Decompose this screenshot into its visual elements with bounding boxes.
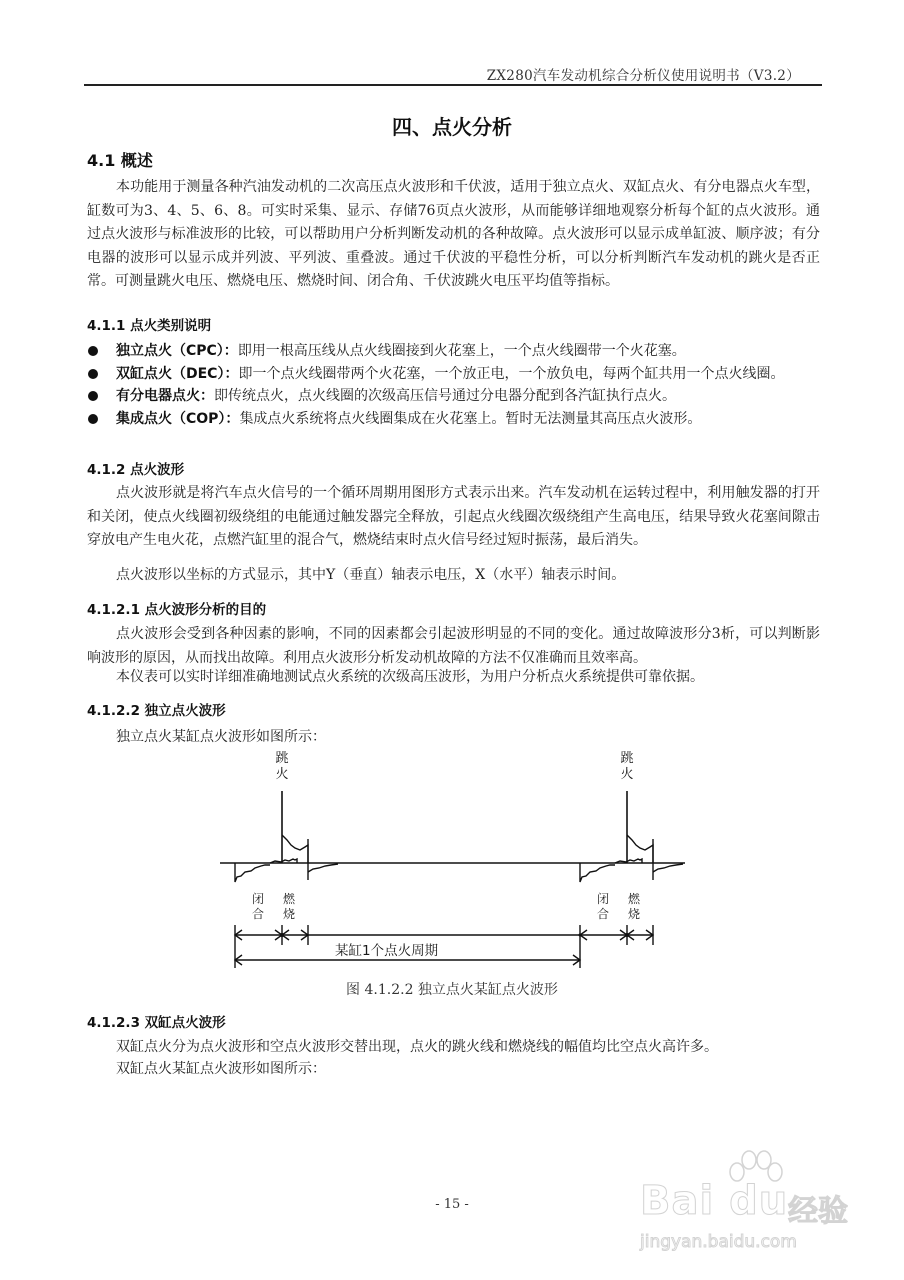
independent-ignition-waveform-figure — [215, 751, 695, 980]
list-item-text: 集成点火系统将点火线圈集成在火花塞上。暂时无法测量其高压点火波形。 — [239, 410, 702, 427]
figure-caption: 图 4.1.2.2 独立点火某缸点火波形 — [346, 982, 558, 998]
list-item — [87, 408, 820, 431]
section-heading-4-1-1: 4.1.1 点火类别说明 — [87, 318, 212, 334]
list-item-term: 有分电器点火： — [116, 388, 214, 404]
label-dwell-1: 闭合 — [252, 892, 265, 921]
independent-ignition-intro: 独立点火某缸点火波形如图所示： — [116, 729, 326, 745]
list-item — [87, 340, 820, 363]
list-item — [87, 385, 820, 408]
page-number: - 15 - — [435, 1197, 469, 1212]
section-heading-4-1-2: 4.1.2 点火波形 — [87, 462, 185, 478]
analysis-purpose-paragraph-1: 点火波形会受到各种因素的影响，不同的因素都会引起波形明显的不同的变化。通过故障波形分3析，可以判断影响波形的原因，从而找出故障。利用点火波形分析发动机故障的方法不仅准确而且效率高。 — [87, 626, 820, 666]
waveform-paragraph-1: 点火波形就是将汽车点火信号的一个循环周期用图形方式表示出来。汽车发动机在运转过程中，利用触发器的打开和关闭，使点火线圈初级绕组的电能通过触发器完全释放，引起点火线圈次级绕组产生高电压，结果导致火花塞间隙击穿放电产生电火花，点燃汽缸里的混合气，燃烧结束时点火信号经过短时振荡，最后消失。 — [87, 485, 820, 548]
overview-paragraph: 本功能用于测量各种汽油发动机的二次高压点火波形和千伏波，适用于独立点火、双缸点火、有分电器点火车型，缸数可为3、4、5、6、8。可实时采集、显示、存储76页点火波形，从而能够详细地观察分析每个缸的点火波形。通过点火波形与标准波形的比较，可以帮助用户分析判断发动机的各种故障。点火波形可以显示成单缸波、顺序波；有分电器的波形可以显示成并列波、平列波、重叠波。通过千伏波的平稳性分析，可以分析判断汽车发动机的跳火是否正常。可测量跳火电压、燃烧电压、燃烧时间、闭合角、千伏波跳火电压平均值等指标。 — [87, 179, 820, 289]
list-item-text: 即传统点火，点火线圈的次级高压信号通过分电器分配到各汽缸执行点火。 — [214, 388, 676, 404]
section-heading-4-1-2-2: 4.1.2.2 独立点火波形 — [87, 703, 226, 719]
list-item-term: 双缸点火（DEC）： — [116, 365, 239, 382]
watermark-brand: Bai du — [640, 1178, 789, 1224]
label-firing-2: 跳火 — [620, 751, 634, 782]
watermark-brand-cn: 经验 — [788, 1194, 848, 1229]
list-item-term: 集成点火（COP）： — [116, 410, 240, 427]
bullet-icon — [88, 414, 98, 424]
chapter-title: 四、点火分析 — [392, 115, 512, 139]
label-ignition-period: 某缸1个点火周期 — [335, 943, 439, 959]
dual-ignition-paragraph-2: 双缸点火某缸点火波形如图所示： — [116, 1061, 326, 1077]
list-item — [87, 363, 820, 386]
bullet-icon — [88, 346, 98, 356]
header-title: ZX280汽车发动机综合分析仪使用说明书（V3.2） — [486, 68, 800, 84]
section-heading-4-1-2-3: 4.1.2.3 双缸点火波形 — [87, 1015, 226, 1031]
list-item-term: 独立点火（CPC）： — [116, 343, 238, 359]
dual-ignition-paragraph-1: 双缸点火分为点火波形和空点火波形交替出现，点火的跳火线和燃烧线的幅值均比空点火高许多。 — [116, 1039, 718, 1055]
section-heading-4-1-2-1: 4.1.2.1 点火波形分析的目的 — [87, 602, 267, 618]
list-item-text: 即用一根高压线从点火线圈接到火花塞上，一个点火线圈带一个火花塞。 — [237, 343, 686, 359]
bullet-icon — [88, 391, 98, 401]
page-header — [84, 60, 822, 86]
list-item-text: 即一个点火线圈带两个火花塞，一个放正电，一个放负电，每两个缸共用一个点火线圈。 — [238, 365, 785, 382]
waveform-diagram — [215, 755, 695, 980]
label-dwell-2: 闭合 — [597, 892, 610, 921]
baidu-jingyan-watermark — [640, 1148, 880, 1258]
label-burn-1: 燃烧 — [283, 892, 296, 921]
analysis-purpose-paragraph-2: 本仪表可以实时详细准确地测试点火系统的次级高压波形，为用户分析点火系统提供可靠依据。 — [116, 669, 704, 685]
bullet-icon — [88, 369, 98, 379]
section-heading-4-1: 4.1 概述 — [87, 151, 153, 170]
ignition-type-list — [87, 340, 820, 430]
label-burn-2: 燃烧 — [628, 892, 641, 921]
label-firing-1: 跳火 — [275, 751, 289, 782]
waveform-paragraph-2: 点火波形以坐标的方式显示，其中Y（垂直）轴表示电压，X（水平）轴表示时间。 — [116, 567, 626, 583]
watermark-url: jingyan.baidu.com — [640, 1232, 797, 1252]
